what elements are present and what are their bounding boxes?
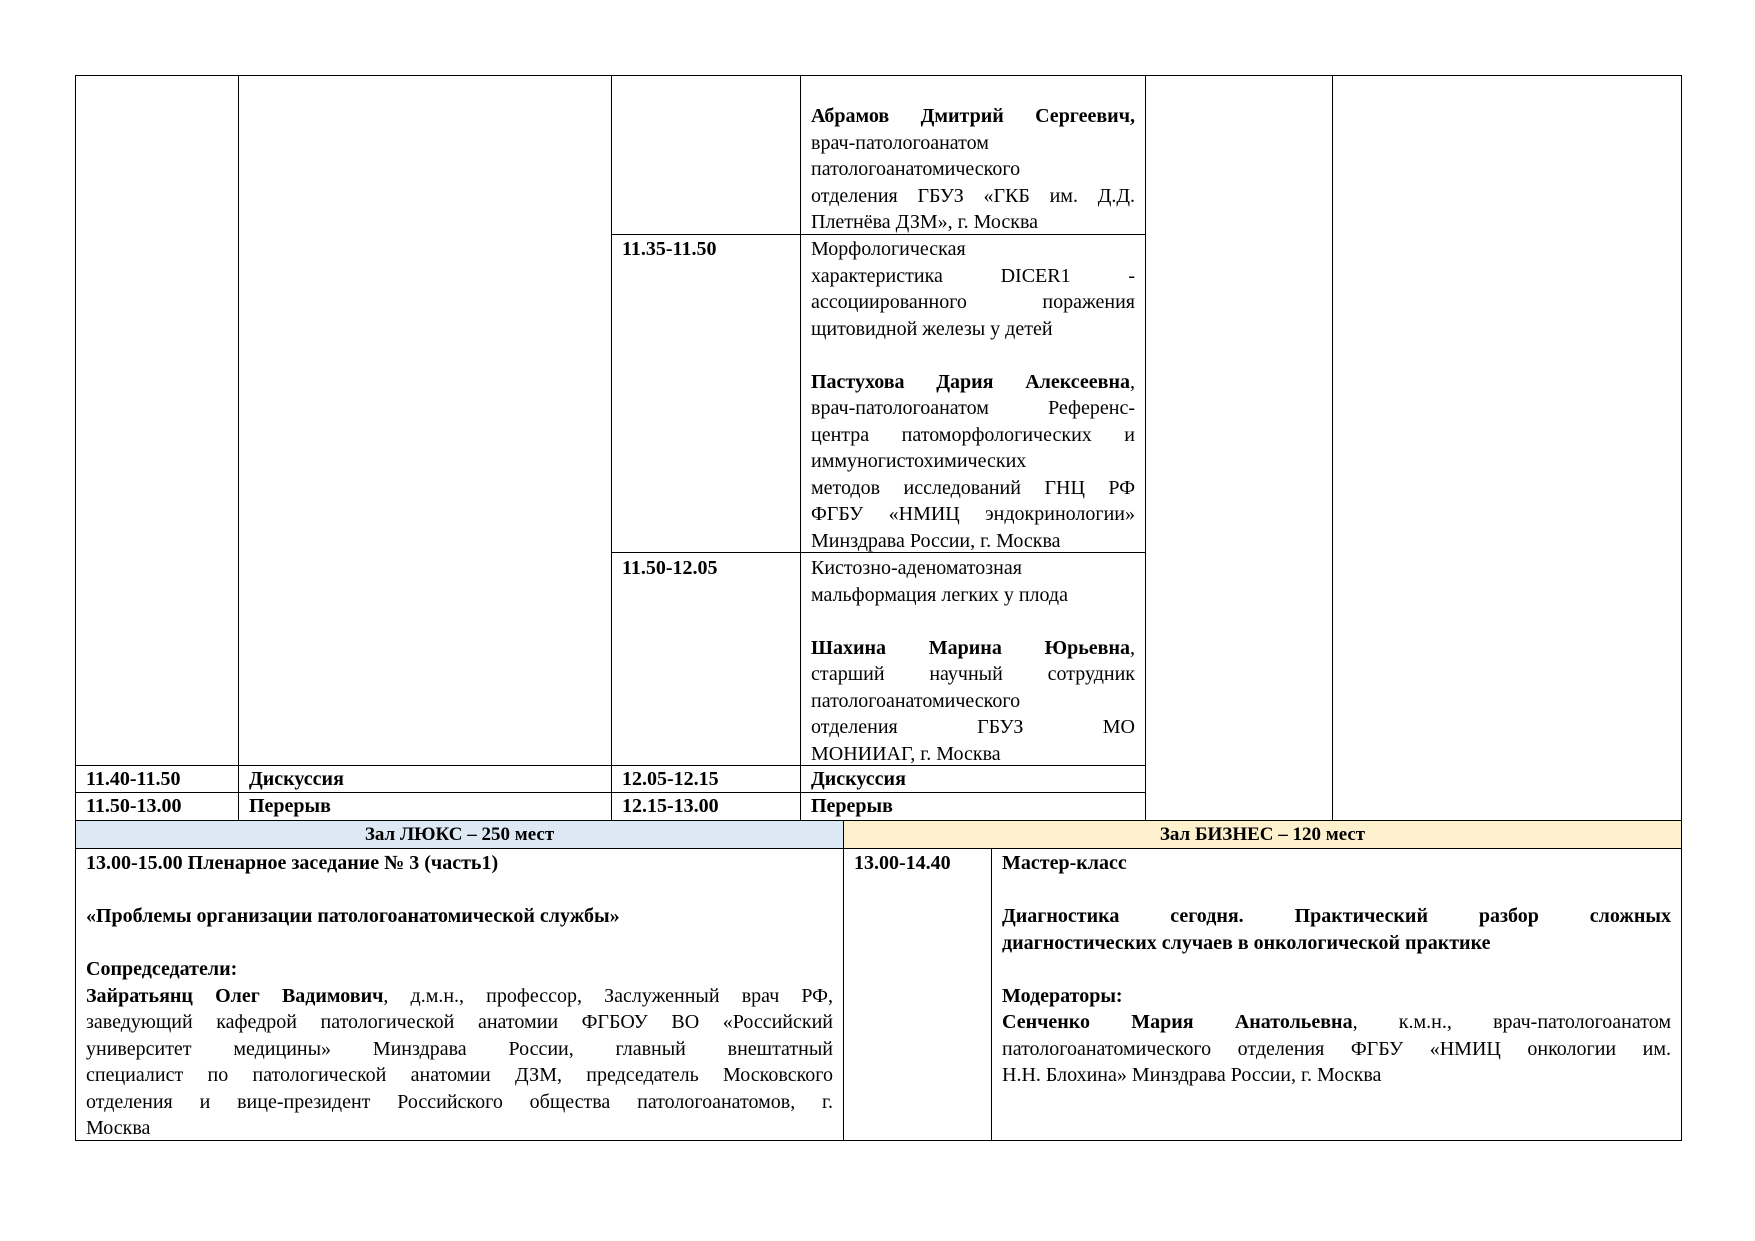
- masterclass-time: 13.00-14.40: [854, 852, 951, 874]
- row-divider: [75, 848, 1682, 849]
- plenary-heading: 13.00-15.00 Пленарное заседание № 3 (часть1): [86, 852, 499, 874]
- row-label: Дискуссия: [811, 768, 906, 790]
- talk-title: Морфологическая характеристика DICER1 - ассоциированного поражения щитовидной железы у детей: [811, 238, 1135, 340]
- col-divider: [238, 75, 239, 821]
- row-time: 12.15-13.00: [622, 795, 719, 817]
- speaker-line: Пастухова Дария Алексеевна,: [811, 370, 1135, 393]
- talk-time: 11.50-12.05: [622, 557, 718, 579]
- row-label: Перерыв: [249, 795, 331, 817]
- plenary-session: [76, 850, 843, 1142]
- table-border-right: [1681, 75, 1682, 1141]
- hall-business-header: [844, 821, 1681, 848]
- row-label: Перерыв: [811, 795, 893, 817]
- speaker-name: Пастухова Дария Алексеевна: [811, 370, 1130, 393]
- masterclass-heading: Мастер-класс: [1002, 852, 1127, 874]
- row-label: Дискуссия: [249, 768, 344, 790]
- talk-time: 11.35-11.50: [622, 238, 717, 260]
- chair-bio: Зайратьянц Олег Вадимович, д.м.н., профессор, Заслуженный врач РФ, заведующий кафедрой патологической анатомии ФГБОУ ВО «Российский университет медицины» Минздрава России, главный внештатный специалист по патологической анатомии ДЗМ, председатель Московского отделения и вице-президент Российского общества патологоанатомов, г. Москва: [86, 984, 833, 1139]
- masterclass: [992, 850, 1681, 1089]
- talk-shakhina: [801, 555, 1145, 767]
- col-divider: [1332, 75, 1333, 821]
- talk-title: Кистозно-аденоматозная мальформация легких у плода: [811, 557, 1068, 606]
- moderator-name: Сенченко Мария Анатольевна: [1002, 1011, 1353, 1033]
- table-border-top: [75, 75, 1682, 76]
- hall-business-label: Зал БИЗНЕС – 120 мест: [1159, 824, 1366, 845]
- col-divider: [611, 75, 612, 821]
- row-time: 11.40-11.50: [86, 768, 181, 790]
- talk-pastukhova: [801, 236, 1145, 554]
- moderator-bio: Сенченко Мария Анатольевна, к.м.н., врач-патологоанатом патологоанатомического отделения ФГБУ «НМИЦ онкологии им. Н.Н. Блохина» Минздрава России, г. Москва: [1002, 1011, 1671, 1086]
- plenary-title: «Проблемы организации патологоанатомической службы»: [86, 905, 620, 927]
- masterclass-title: Диагностика сегодня. Практический разбор сложных диагностических случаев в онкологической практике: [1002, 905, 1671, 954]
- speaker-name: Абрамов Дмитрий Сергеевич,: [811, 105, 1135, 127]
- hall-lux-label: Зал ЛЮКС – 250 мест: [364, 824, 555, 845]
- speaker-affiliation: врач-патологоанатом патологоанатомического отделения ГБУЗ «ГКБ им. Д.Д. Плетнёва ДЗМ», г. Москва: [811, 131, 1135, 233]
- moderators-label: Модераторы:: [1002, 984, 1123, 1007]
- chair-name: Зайратьянц Олег Вадимович: [86, 984, 384, 1007]
- speaker-line: Шахина Марина Юрьевна,: [811, 636, 1135, 659]
- row-time: 12.05-12.15: [622, 768, 719, 790]
- speaker-name: Шахина Марина Юрьевна: [811, 636, 1130, 659]
- row-time: 11.50-13.00: [86, 795, 182, 817]
- speaker-affiliation: врач-патологоанатом Референс- центра патоморфологических и иммуногистохимических методов исследований ГНЦ РФ ФГБУ «НМИЦ эндокринологии» Минздрава России, г. Москва: [811, 397, 1135, 552]
- chairs-label: Сопредседатели:: [86, 958, 238, 980]
- col-divider: [1145, 75, 1146, 821]
- speaker-affiliation: старший научный сотрудник патологоанатомического отделения ГБУЗ МО МОНИИАГ, г. Москва: [811, 663, 1135, 765]
- hall-lux-header: [76, 821, 843, 848]
- talk-abramov: [801, 103, 1145, 236]
